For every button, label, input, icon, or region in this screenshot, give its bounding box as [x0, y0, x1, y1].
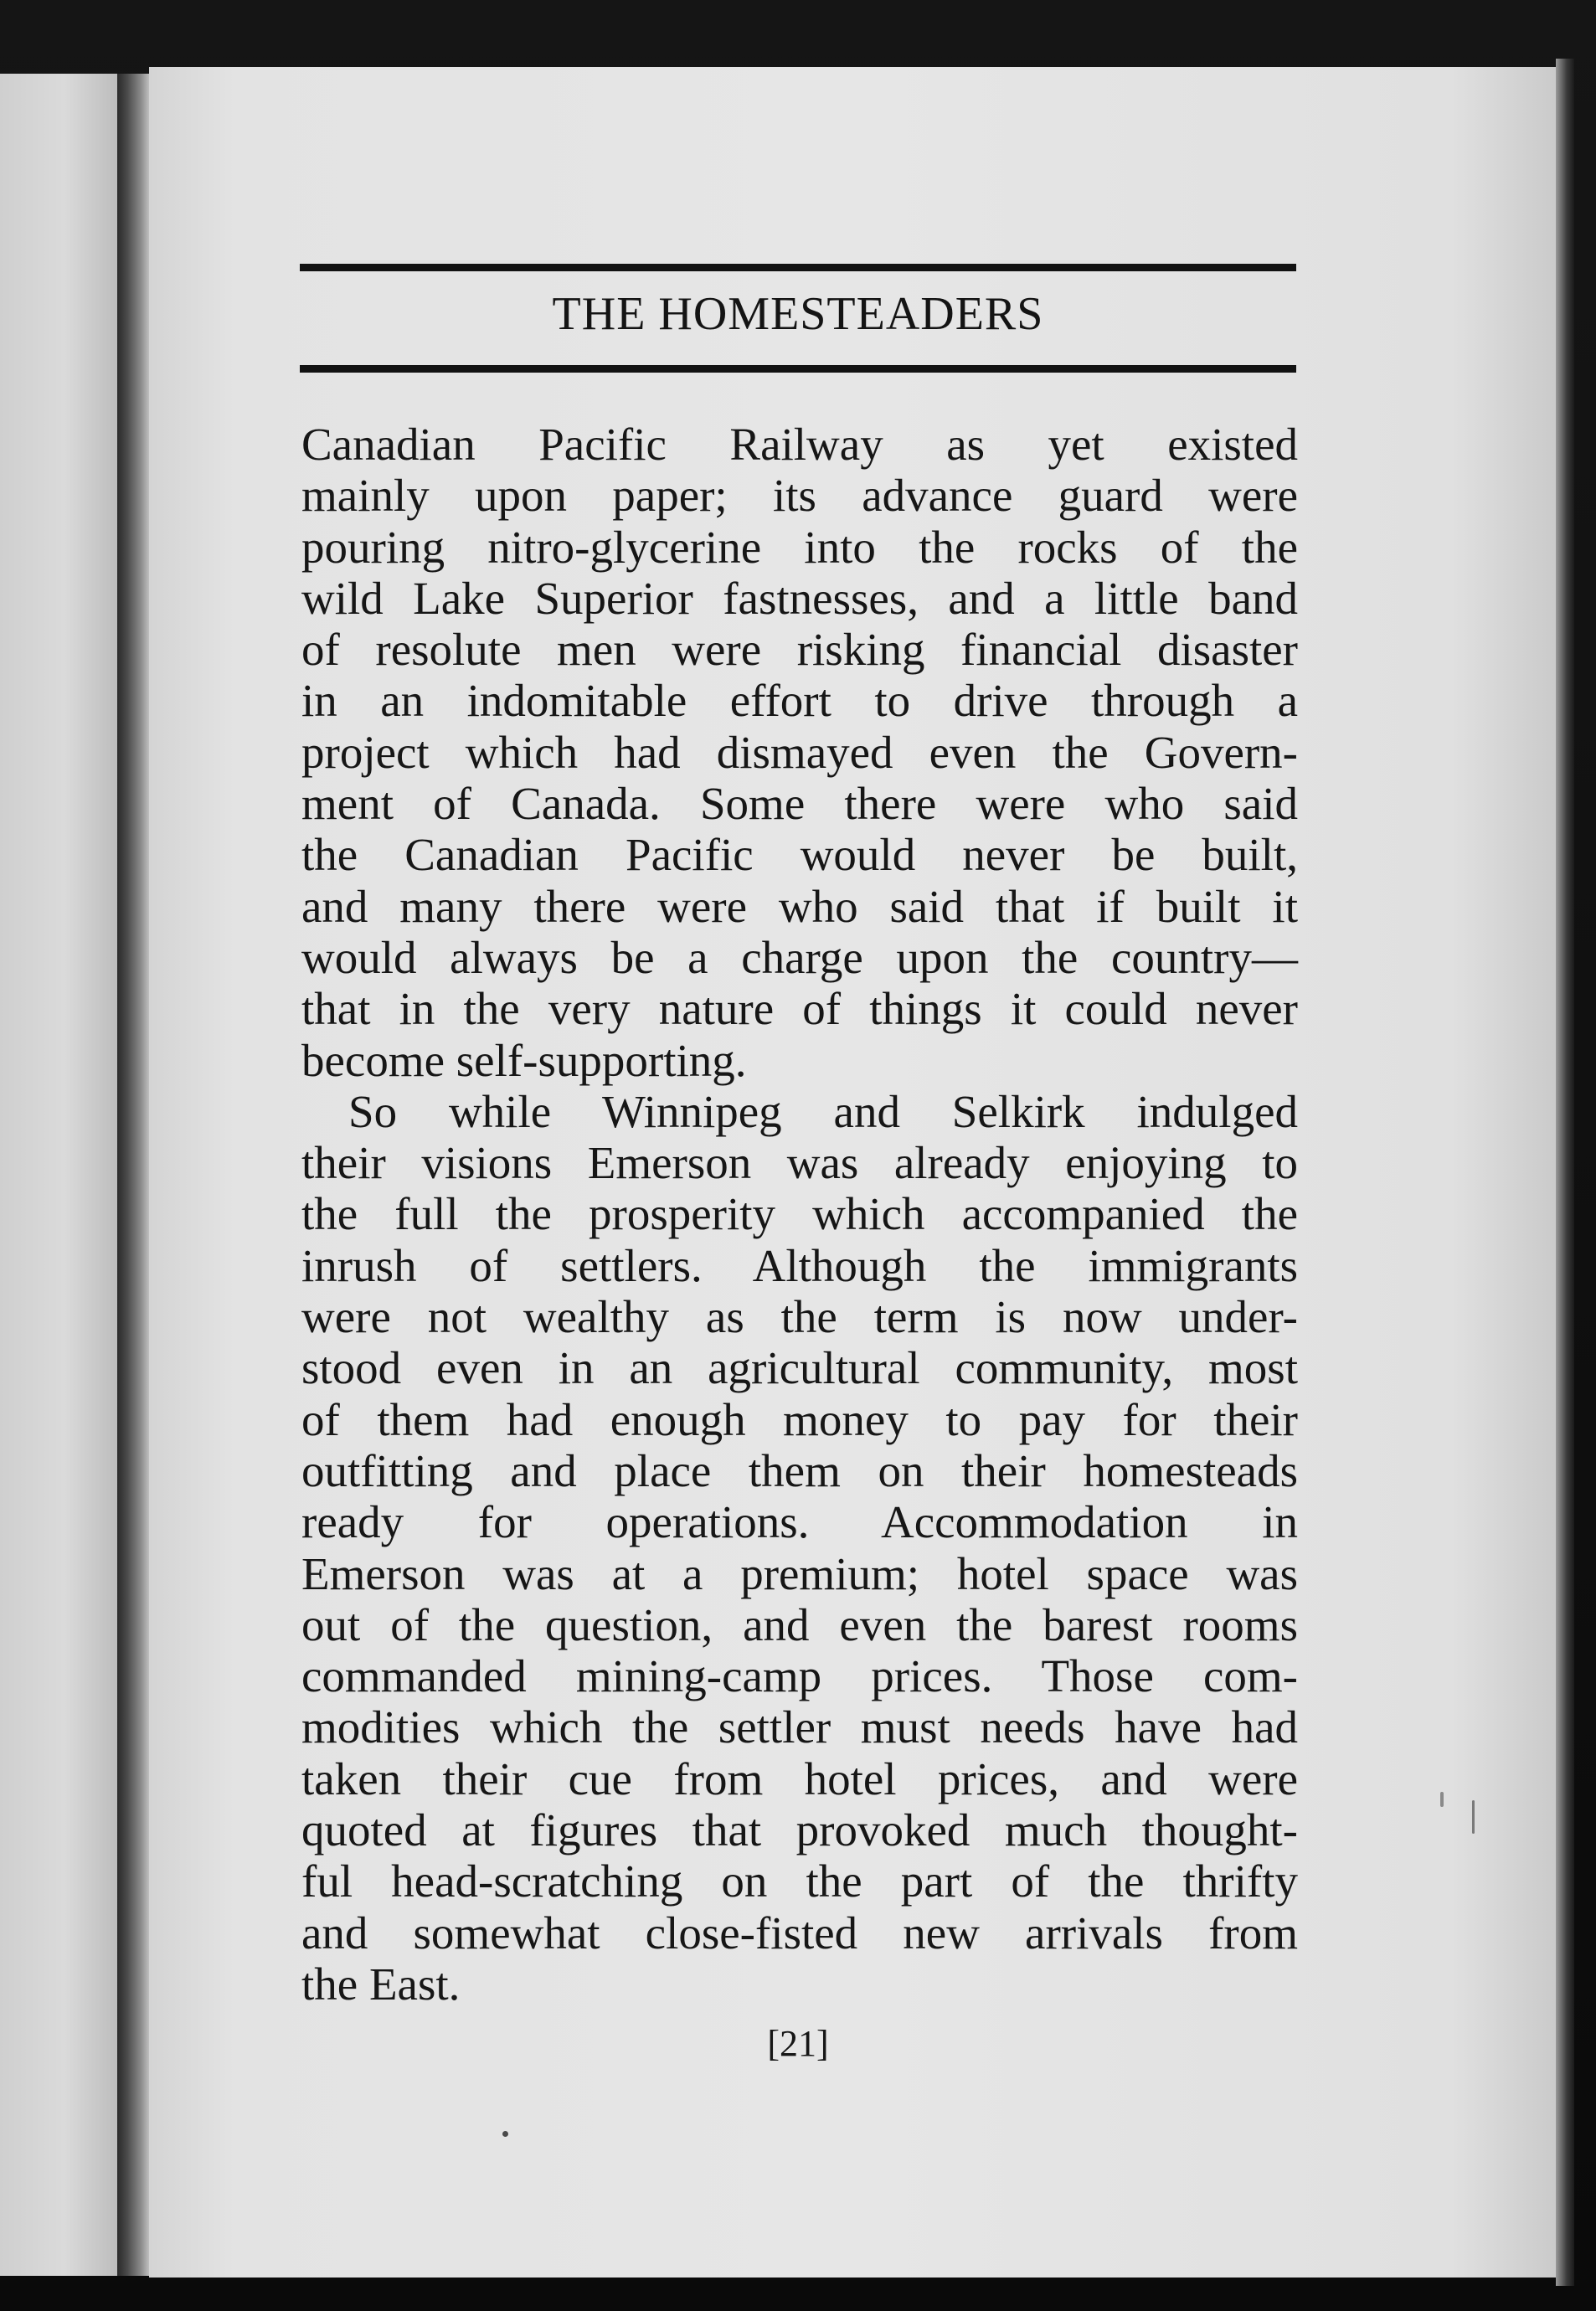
text-line: Emerson was at a premium; hotel space was — [301, 1547, 1298, 1599]
header-rule-top — [300, 264, 1296, 271]
text-line: out of the question, and even the barest rooms — [301, 1598, 1298, 1650]
text-line: become self-supporting. — [301, 1034, 747, 1086]
text-line: of resolute men were risking financial disaster — [301, 624, 1298, 676]
text-line: outfitting and place them on their homesteads — [301, 1444, 1298, 1496]
text-line: their visions Emerson was already enjoying to — [301, 1137, 1298, 1189]
text-line: mainly upon paper; its advance guard were — [301, 470, 1298, 522]
text-line: Canadian Pacific Railway as yet existed — [301, 419, 1298, 470]
binding-gutter — [117, 74, 151, 2276]
text-line: and many there were who said that if built it — [301, 880, 1298, 932]
text-line: quoted at figures that provoked much thought- — [301, 1804, 1298, 1856]
text-line: So while Winnipeg and Selkirk indulged — [348, 1085, 1298, 1137]
header-rule-bottom — [300, 365, 1296, 373]
text-line: commanded mining-camp prices. Those com- — [301, 1650, 1298, 1702]
text-line: project which had dismayed even the Govern- — [301, 726, 1298, 778]
scan-speck — [502, 2131, 508, 2137]
text-line: the East. — [301, 1958, 461, 2010]
facing-page-edge — [0, 74, 117, 2276]
text-line: in an indomitable effort to drive through a — [301, 675, 1298, 727]
text-line: of them had enough money to pay for their — [301, 1393, 1298, 1445]
text-line: the Canadian Pacific would never be built, — [301, 829, 1298, 881]
page-edge-shadow — [1556, 59, 1574, 2286]
text-line: wild Lake Superior fastnesses, and a little band — [301, 572, 1298, 624]
scan-speck — [1472, 1800, 1475, 1834]
text-line: ment of Canada. Some there were who said — [301, 778, 1298, 830]
text-line: the full the prosperity which accompanied the — [301, 1188, 1298, 1240]
text-line: modities which the settler must needs have had — [301, 1701, 1298, 1753]
text-line: stood even in an agricultural community, most — [301, 1342, 1298, 1394]
running-head: THE HOMESTEADERS — [552, 288, 1044, 340]
paragraph-1 — [301, 419, 1298, 1086]
text-line: inrush of settlers. Although the immigrants — [301, 1239, 1298, 1291]
body-text — [301, 419, 1298, 2010]
text-line: that in the very nature of things it could never — [301, 983, 1298, 1035]
text-line: taken their cue from hotel prices, and were — [301, 1753, 1298, 1804]
text-line: were not wealthy as the term is now under- — [301, 1291, 1298, 1343]
text-line: and somewhat close-fisted new arrivals from — [301, 1907, 1298, 1958]
paragraph-2 — [301, 1086, 1298, 2010]
text-line: pouring nitro-glycerine into the rocks of the — [301, 521, 1298, 573]
scan-speck — [1440, 1792, 1444, 1807]
page-number: [21] — [767, 2023, 829, 2064]
text-line: ready for operations. Accommodation in — [301, 1496, 1298, 1548]
text-line: ful head-scratching on the part of the thrifty — [301, 1855, 1298, 1907]
text-line: would always be a charge upon the country— — [301, 931, 1298, 983]
